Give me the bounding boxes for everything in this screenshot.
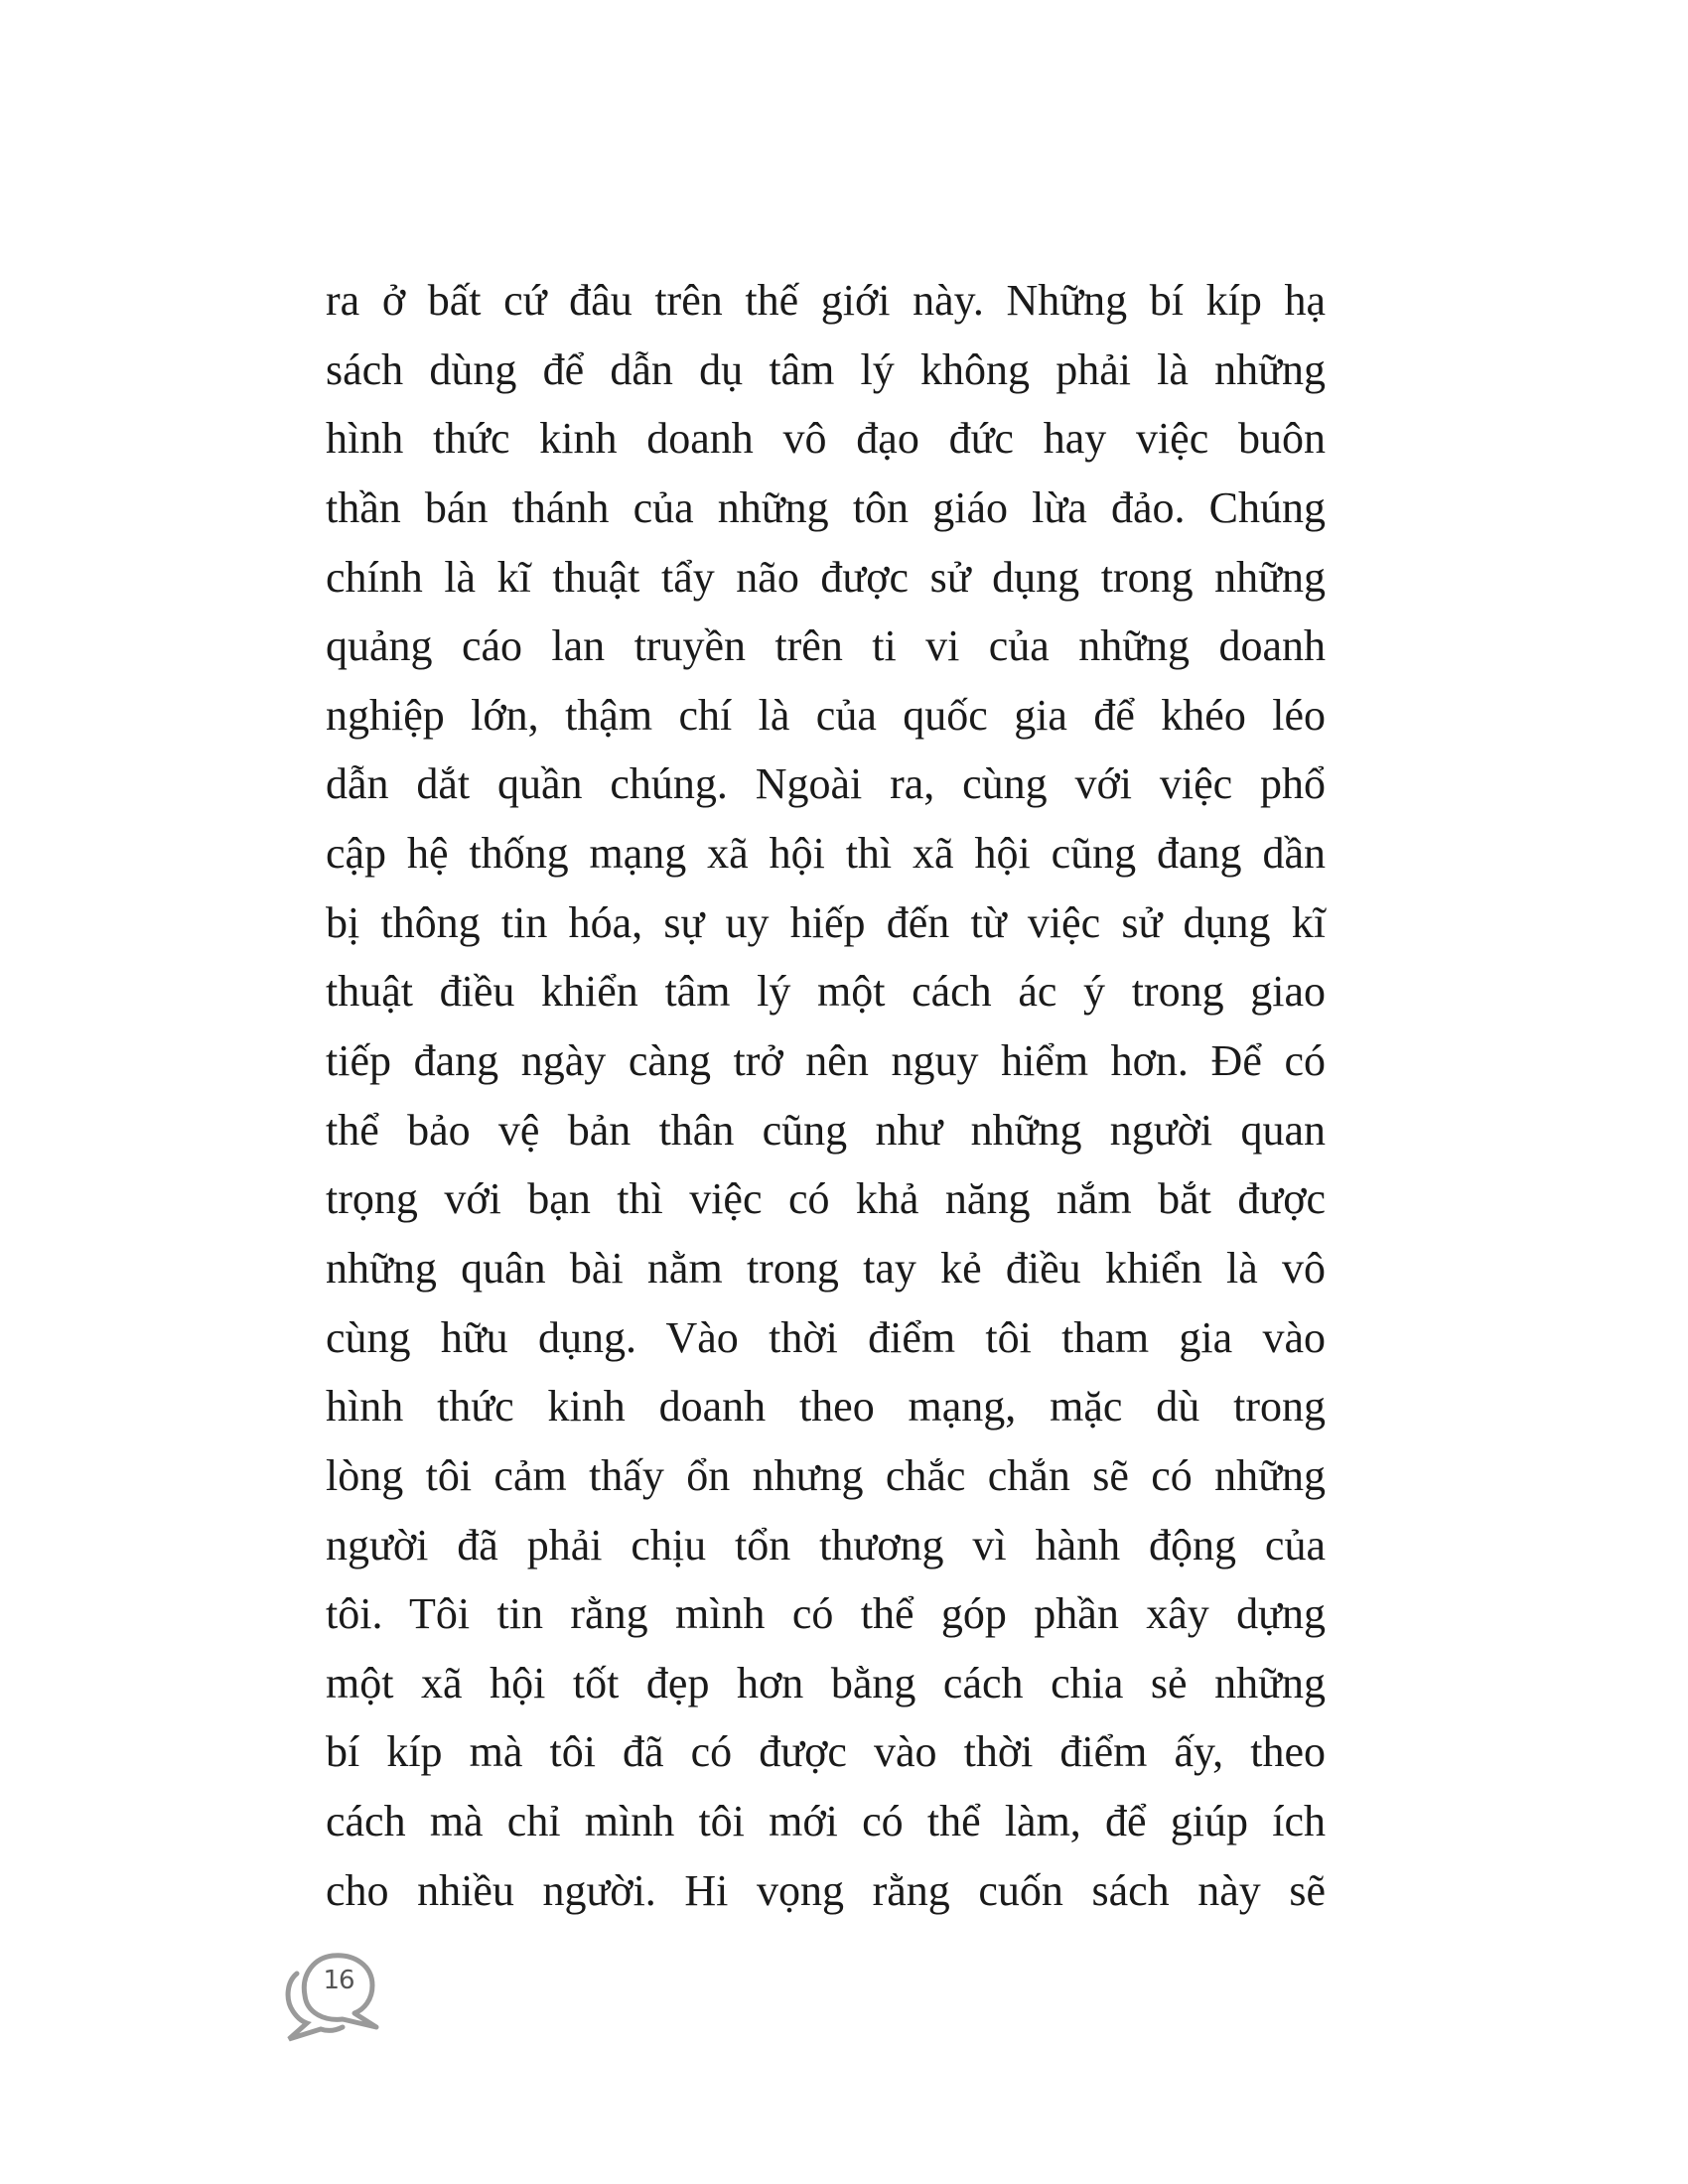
text-line: nghiệp lớn, thậm chí là của quốc gia để khéo léo bbox=[326, 690, 1326, 740]
text-line: bí kíp mà tôi đã có được vào thời điểm ấy, theo bbox=[326, 1727, 1326, 1777]
text-line: sách dùng để dẫn dụ tâm lý không phải là những bbox=[326, 344, 1326, 394]
text-line: thuật điều khiển tâm lý một cách ác ý trong giao bbox=[326, 967, 1326, 1017]
text-line: thần bán thánh của những tôn giáo lừa đảo. Chúng bbox=[326, 482, 1326, 532]
page-number bbox=[281, 1948, 380, 2043]
text-line: dẫn dắt quần chúng. Ngoài ra, cùng với việc phổ bbox=[326, 759, 1326, 809]
text-line: tôi. Tôi tin rằng mình có thể góp phần xây dựng bbox=[326, 1589, 1326, 1639]
text-line: hình thức kinh doanh theo mạng, mặc dù trong bbox=[326, 1382, 1326, 1432]
text-line: thể bảo vệ bản thân cũng như những người quan bbox=[326, 1105, 1326, 1155]
text-line: những quân bài nằm trong tay kẻ điều khiển là vô bbox=[326, 1243, 1326, 1293]
text-line: quảng cáo lan truyền trên ti vi của những doanh bbox=[326, 621, 1326, 671]
text-line: lòng tôi cảm thấy ổn nhưng chắc chắn sẽ có những bbox=[326, 1450, 1326, 1500]
text-line: cập hệ thống mạng xã hội thì xã hội cũng đang dần bbox=[326, 829, 1326, 879]
text-line: bị thông tin hóa, sự uy hiếp đến từ việc sử dụng kĩ bbox=[326, 897, 1326, 947]
text-line: một xã hội tốt đẹp hơn bằng cách chia sẻ những bbox=[326, 1658, 1326, 1707]
text-line: cách mà chỉ mình tôi mới có thể làm, để giúp ích bbox=[326, 1797, 1326, 1846]
speech-bubbles-icon bbox=[281, 1948, 380, 2043]
text-line: trọng với bạn thì việc có khả năng nắm bắt được bbox=[326, 1174, 1326, 1224]
text-line: hình thức kinh doanh vô đạo đức hay việc buôn bbox=[326, 414, 1326, 464]
text-line: chính là kĩ thuật tẩy não được sử dụng trong những bbox=[326, 552, 1326, 602]
page-number-text: 16 bbox=[323, 1966, 354, 1995]
text-line: cho nhiều người. Hi vọng rằng cuốn sách này sẽ bbox=[326, 1865, 1326, 1915]
text-line: tiếp đang ngày càng trở nên nguy hiểm hơn. Để có bbox=[326, 1036, 1326, 1086]
text-line: ra ở bất cứ đâu trên thế giới này. Những bí kíp hạ bbox=[326, 276, 1326, 325]
text-line: cùng hữu dụng. Vào thời điểm tôi tham gia vào bbox=[326, 1312, 1326, 1362]
body-text bbox=[326, 266, 1326, 1925]
text-line: người đã phải chịu tổn thương vì hành động của bbox=[326, 1520, 1326, 1570]
